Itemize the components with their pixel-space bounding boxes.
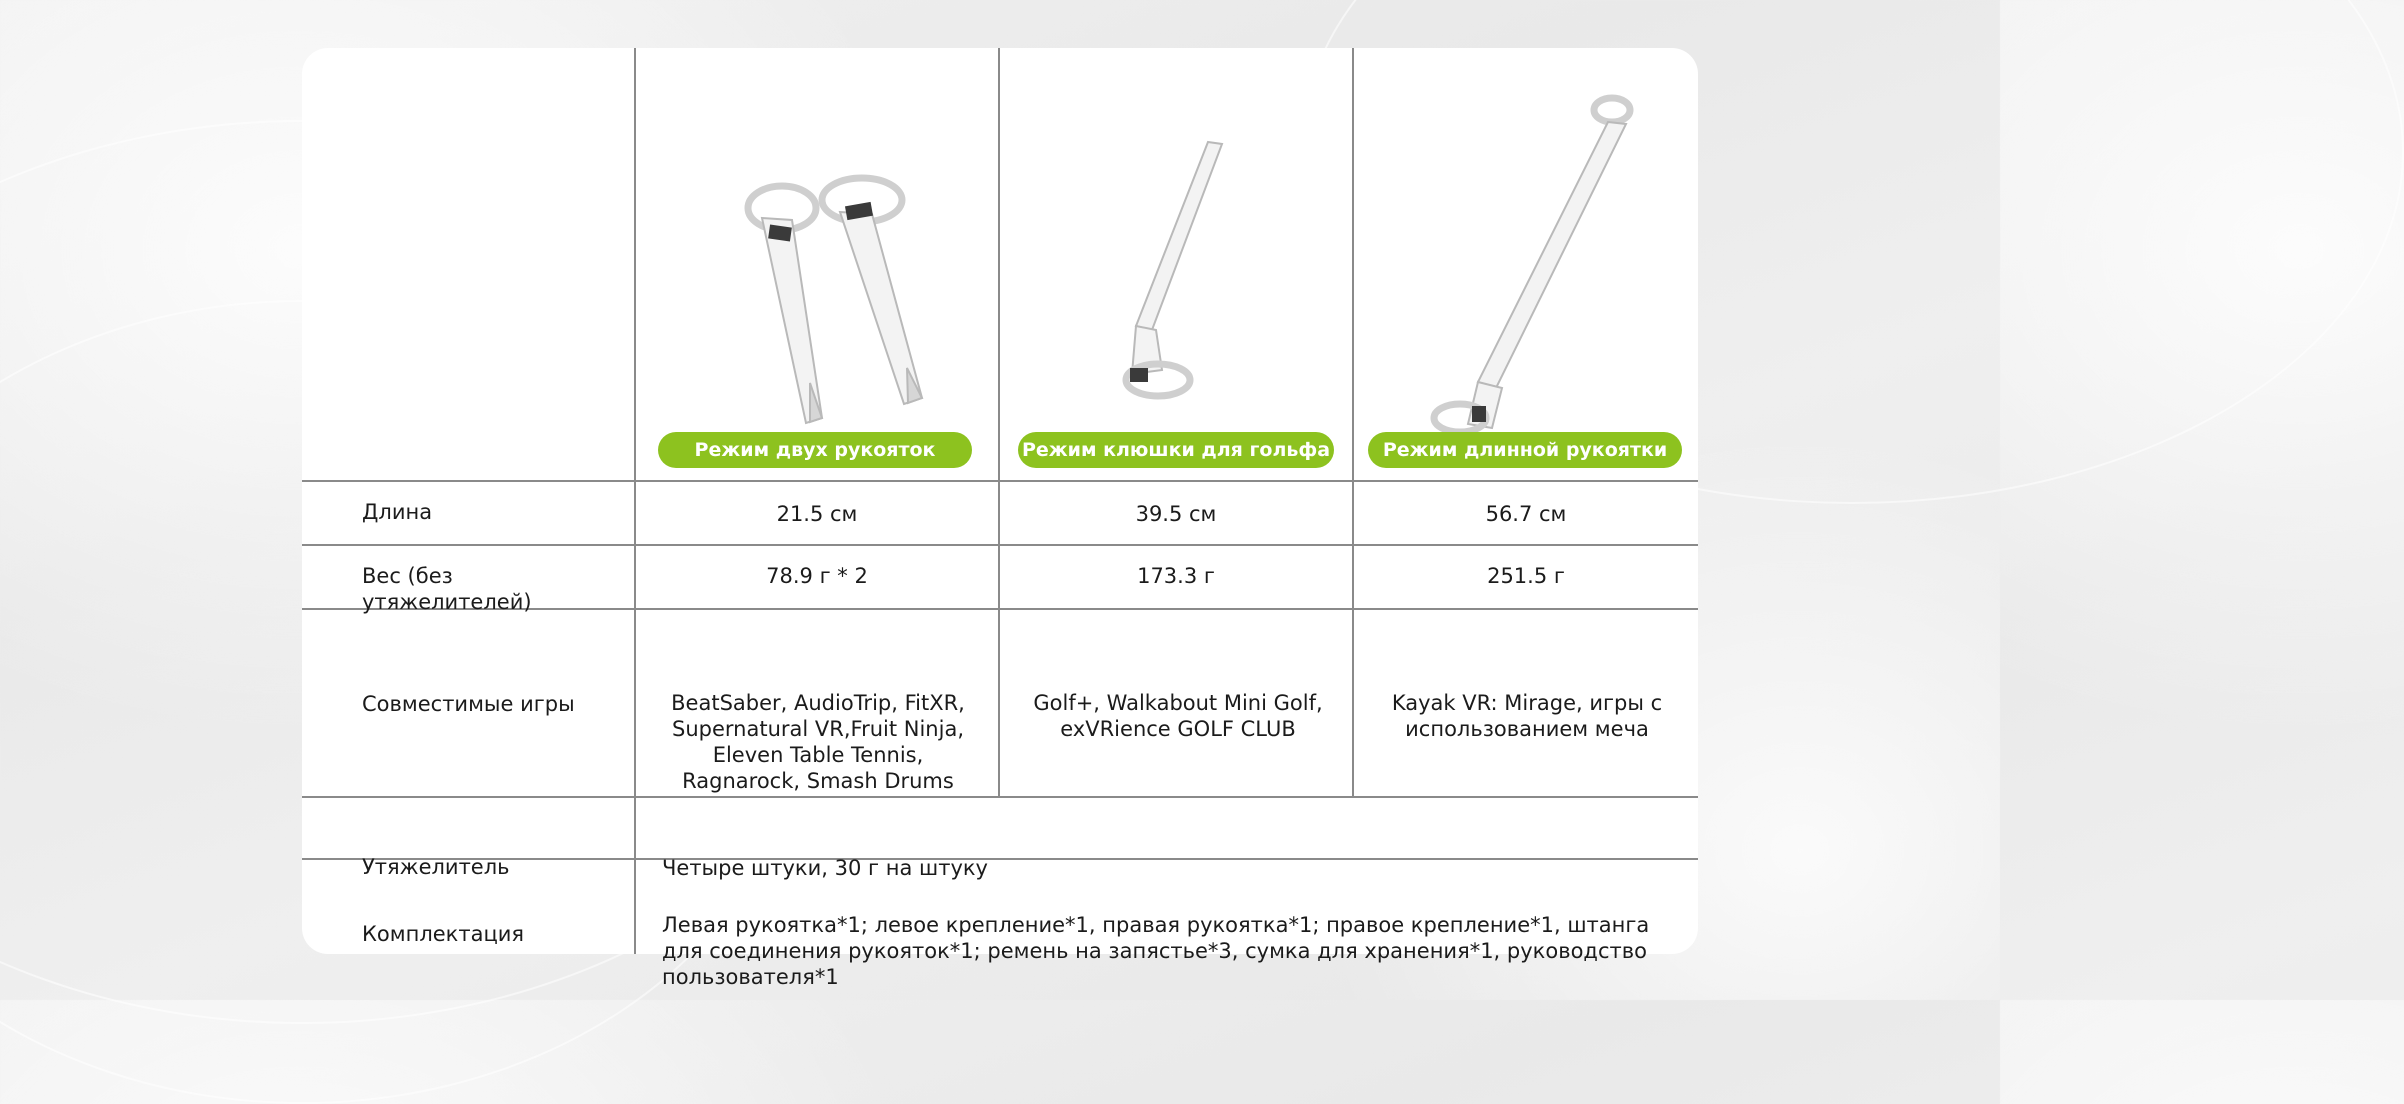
kit-value: Левая рукоятка*1; левое крепление*1, правая рукоятка*1; правое крепление*1, штанга для соединения рукояток*1; ремень на запястье*3, сумка для хранения*1, руководство пользователя*1 — [662, 913, 1650, 989]
dual-grip-controllers-image — [722, 168, 942, 438]
row-label-weights: Утяжелитель — [362, 855, 510, 879]
mode-badge-golf-club: Режим клюшки для гольфа — [1018, 432, 1334, 468]
length-value-long: 56.7 см — [1485, 502, 1567, 526]
length-value-golf: 39.5 см — [1135, 502, 1217, 526]
games-value-long: Kayak VR: Mirage, игры с использованием меча — [1391, 691, 1663, 741]
row-divider — [302, 480, 1698, 482]
row-label-weight: Вес (без утяжелителей) — [362, 564, 532, 614]
comparison-table — [302, 48, 1698, 989]
games-value-golf: Golf+, Walkabout Mini Golf, exVRience GOLF CLUB — [1033, 691, 1323, 741]
row-divider — [302, 796, 1698, 798]
column-divider — [1352, 48, 1354, 796]
row-label-length: Длина — [362, 500, 433, 524]
mode-badge-dual-grip: Режим двух рукояток — [658, 432, 972, 468]
weight-value-golf: 173.3 г — [1137, 564, 1215, 588]
length-value-dual: 21.5 см — [776, 502, 858, 526]
column-divider — [998, 48, 1000, 796]
weights-value: Четыре штуки, 30 г на штуку — [662, 856, 988, 880]
weight-value-long: 251.5 г — [1487, 564, 1565, 588]
row-label-games: Совместимые игры — [362, 692, 575, 716]
row-label-kit: Комплектация — [362, 922, 525, 946]
games-value-dual: BeatSaber, AudioTrip, FitXR, Supernatural VR,Fruit Ninja, Eleven Table Tennis, Ragnarock, Smash Drums — [671, 691, 965, 793]
long-handle-grip-image — [1412, 88, 1662, 458]
weight-value-dual: 78.9 г * 2 — [766, 564, 868, 588]
golf-club-grip-image — [1100, 130, 1250, 430]
row-divider — [302, 544, 1698, 546]
mode-badge-long-handle: Режим длинной рукоятки — [1368, 432, 1682, 468]
